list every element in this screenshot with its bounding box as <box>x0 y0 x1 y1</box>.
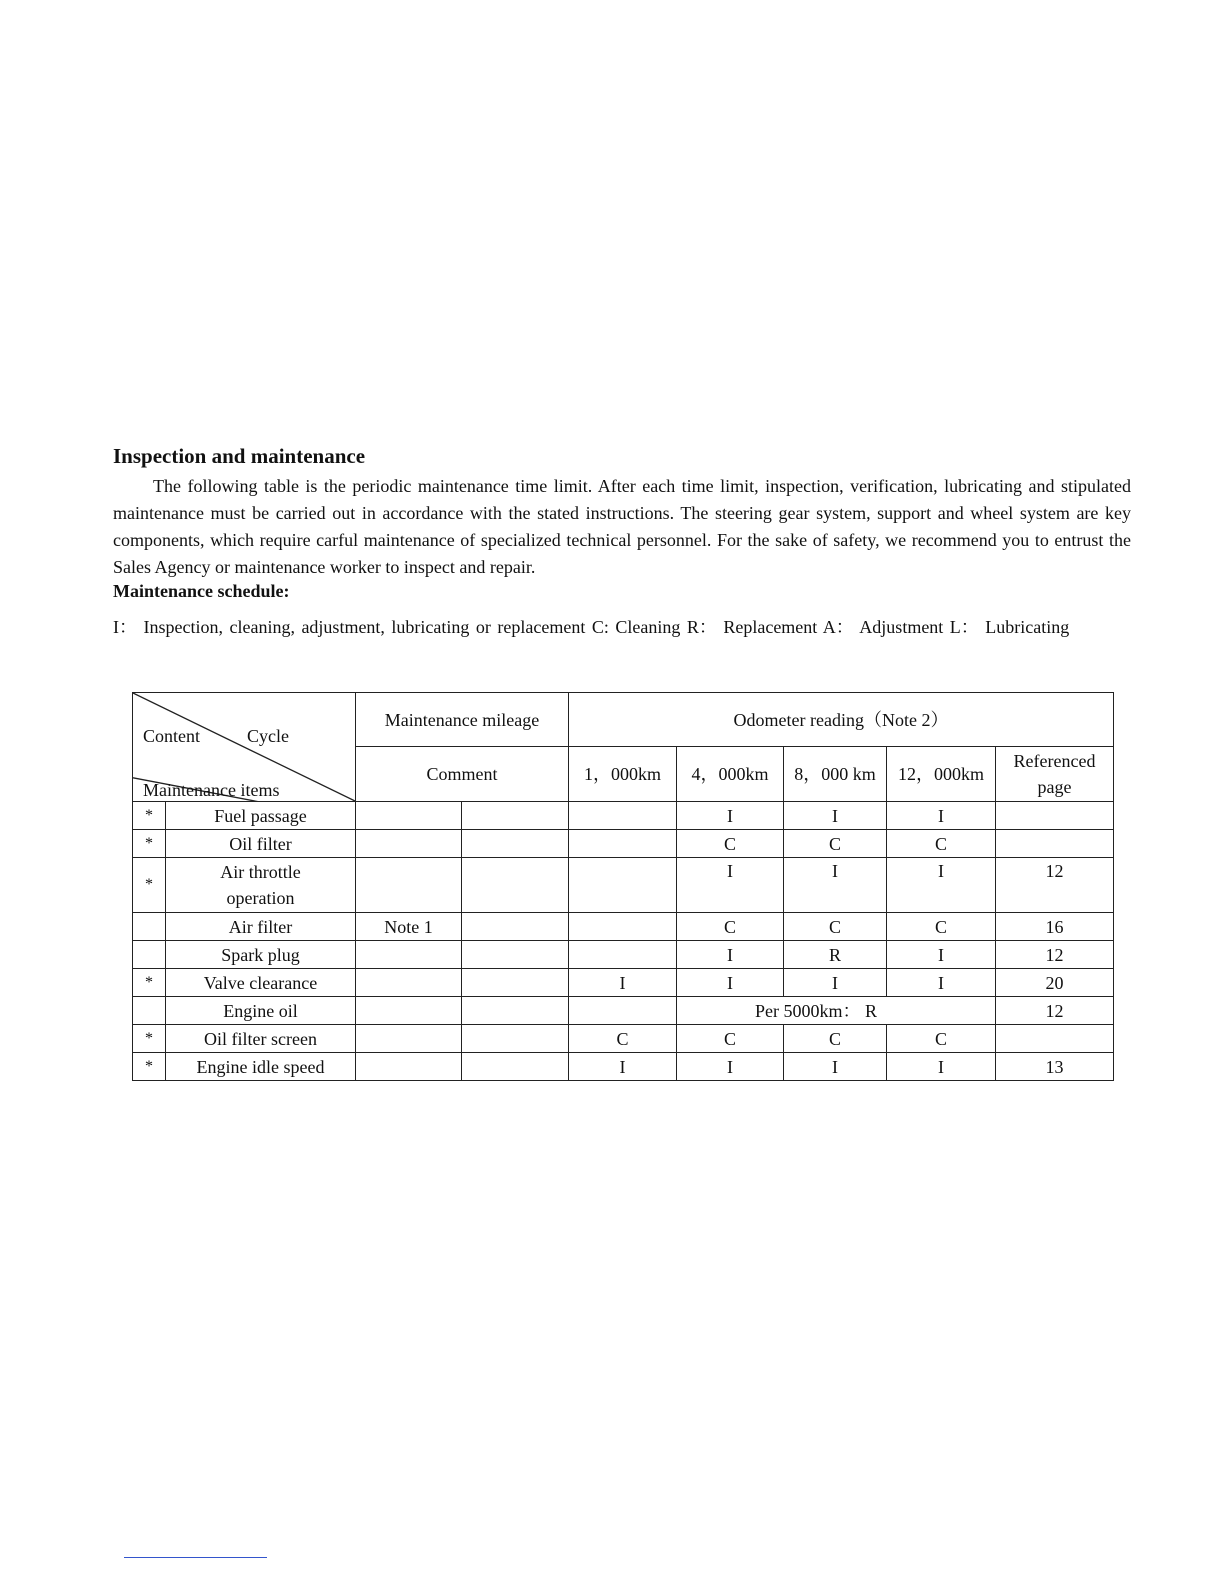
cell-12000km: I <box>887 969 996 997</box>
corner-content-label: Content <box>143 726 200 746</box>
cell-8000km: R <box>784 941 887 969</box>
table-row <box>133 830 1114 858</box>
comment-cell <box>356 858 462 913</box>
cell-4000km: C <box>677 913 784 941</box>
comment-cell <box>356 997 462 1025</box>
key-item-marker: * <box>133 858 166 913</box>
comment-extra-cell <box>462 1025 569 1053</box>
footnote-divider <box>124 1557 267 1558</box>
cell-4000km: I <box>677 1053 784 1081</box>
interval-span-cell: Per 5000km： R <box>677 997 996 1025</box>
key-item-marker <box>133 913 166 941</box>
mileage-header: Maintenance mileage <box>356 693 569 747</box>
ref-page-cell: 12 <box>996 858 1114 913</box>
comment-extra-cell <box>462 830 569 858</box>
comment-extra-cell <box>462 941 569 969</box>
intro-paragraph: The following table is the periodic maintenance time limit. After each time limit, inspection, verification, lubricating and stipulated maintenance must be carried out in accordance with the stated instructions. The steering gear system, support and wheel system are key components, which require carful maintenance of specialized technical personnel. For the sake of safety, we recommend you to entrust the Sales Agency or maintenance worker to inspect and repair. <box>113 476 1131 577</box>
item-name: Spark plug <box>166 941 356 969</box>
item-name: Valve clearance <box>166 969 356 997</box>
table-row <box>133 997 1114 1025</box>
table-row <box>133 1025 1114 1053</box>
cell-8000km: I <box>784 858 887 913</box>
ref-page-cell: 12 <box>996 941 1114 969</box>
key-item-marker <box>133 941 166 969</box>
cell-4000km: I <box>677 941 784 969</box>
cell-1000km <box>569 997 677 1025</box>
comment-extra-cell <box>462 997 569 1025</box>
comment-header: Comment <box>356 747 569 802</box>
corner-cycle-label: Cycle <box>247 726 289 746</box>
comment-extra-cell <box>462 969 569 997</box>
cell-8000km: C <box>784 913 887 941</box>
cell-12000km: I <box>887 858 996 913</box>
km-header-12000: 12，000km <box>887 747 996 802</box>
comment-cell <box>356 1053 462 1081</box>
km-header-1000: 1，000km <box>569 747 677 802</box>
cell-8000km: C <box>784 1025 887 1053</box>
item-name: Air filter <box>166 913 356 941</box>
cell-4000km: I <box>677 802 784 830</box>
header-row-1 <box>133 693 1114 747</box>
ref-page-cell <box>996 802 1114 830</box>
cell-8000km: C <box>784 830 887 858</box>
cell-1000km <box>569 802 677 830</box>
comment-cell <box>356 941 462 969</box>
cell-1000km <box>569 830 677 858</box>
key-item-marker: * <box>133 1053 166 1081</box>
item-name: Oil filter <box>166 830 356 858</box>
comment-extra-cell <box>462 802 569 830</box>
item-name: Air throttle operation <box>166 858 356 913</box>
cell-4000km: C <box>677 830 784 858</box>
corner-header-cell <box>133 693 356 802</box>
ref-header: Referenced page <box>996 747 1114 802</box>
ref-page-cell: 12 <box>996 997 1114 1025</box>
item-name: Engine idle speed <box>166 1053 356 1081</box>
cell-12000km: I <box>887 941 996 969</box>
key-item-marker: * <box>133 1025 166 1053</box>
cell-4000km: I <box>677 969 784 997</box>
key-item-marker: * <box>133 969 166 997</box>
ref-page-cell <box>996 1025 1114 1053</box>
page-heading: Inspection and maintenance <box>113 444 366 468</box>
item-name: Engine oil <box>166 997 356 1025</box>
cell-1000km: I <box>569 969 677 997</box>
cell-1000km <box>569 913 677 941</box>
comment-cell: Note 1 <box>356 913 462 941</box>
comment-extra-cell <box>462 858 569 913</box>
comment-cell <box>356 969 462 997</box>
comment-cell <box>356 802 462 830</box>
table-row <box>133 802 1114 830</box>
maintenance-table <box>132 692 1114 1081</box>
comment-cell <box>356 1025 462 1053</box>
cell-4000km: C <box>677 1025 784 1053</box>
cell-8000km: I <box>784 1053 887 1081</box>
odometer-header: Odometer reading（Note 2） <box>569 693 1114 747</box>
table-row <box>133 913 1114 941</box>
comment-extra-cell <box>462 913 569 941</box>
cell-1000km: C <box>569 1025 677 1053</box>
km-header-8000: 8，000 km <box>784 747 887 802</box>
cell-12000km: C <box>887 1025 996 1053</box>
table-body <box>133 693 1114 1081</box>
ref-page-cell <box>996 830 1114 858</box>
corner-items-label: Maintenance items <box>143 780 280 800</box>
cell-4000km: I <box>677 858 784 913</box>
table-row <box>133 969 1114 997</box>
key-item-marker: * <box>133 802 166 830</box>
comment-extra-cell <box>462 1053 569 1081</box>
key-item-marker <box>133 997 166 1025</box>
km-header-4000: 4，000km <box>677 747 784 802</box>
ref-page-cell: 16 <box>996 913 1114 941</box>
comment-cell <box>356 830 462 858</box>
cell-8000km: I <box>784 969 887 997</box>
cell-1000km <box>569 858 677 913</box>
legend-line: I： Inspection, cleaning, adjustment, lubricating or replacement C: Cleaning R： Replacement A： Adjustment L： Lubricating <box>113 617 1070 637</box>
table-row <box>133 941 1114 969</box>
cell-12000km: I <box>887 1053 996 1081</box>
table-row <box>133 858 1114 913</box>
cell-1000km <box>569 941 677 969</box>
ref-page-cell: 20 <box>996 969 1114 997</box>
schedule-label: Maintenance schedule: <box>113 581 290 601</box>
cell-1000km: I <box>569 1053 677 1081</box>
item-name: Fuel passage <box>166 802 356 830</box>
table-row <box>133 1053 1114 1081</box>
cell-12000km: I <box>887 802 996 830</box>
cell-12000km: C <box>887 830 996 858</box>
cell-8000km: I <box>784 802 887 830</box>
item-name: Oil filter screen <box>166 1025 356 1053</box>
key-item-marker: * <box>133 830 166 858</box>
ref-page-cell: 13 <box>996 1053 1114 1081</box>
cell-12000km: C <box>887 913 996 941</box>
